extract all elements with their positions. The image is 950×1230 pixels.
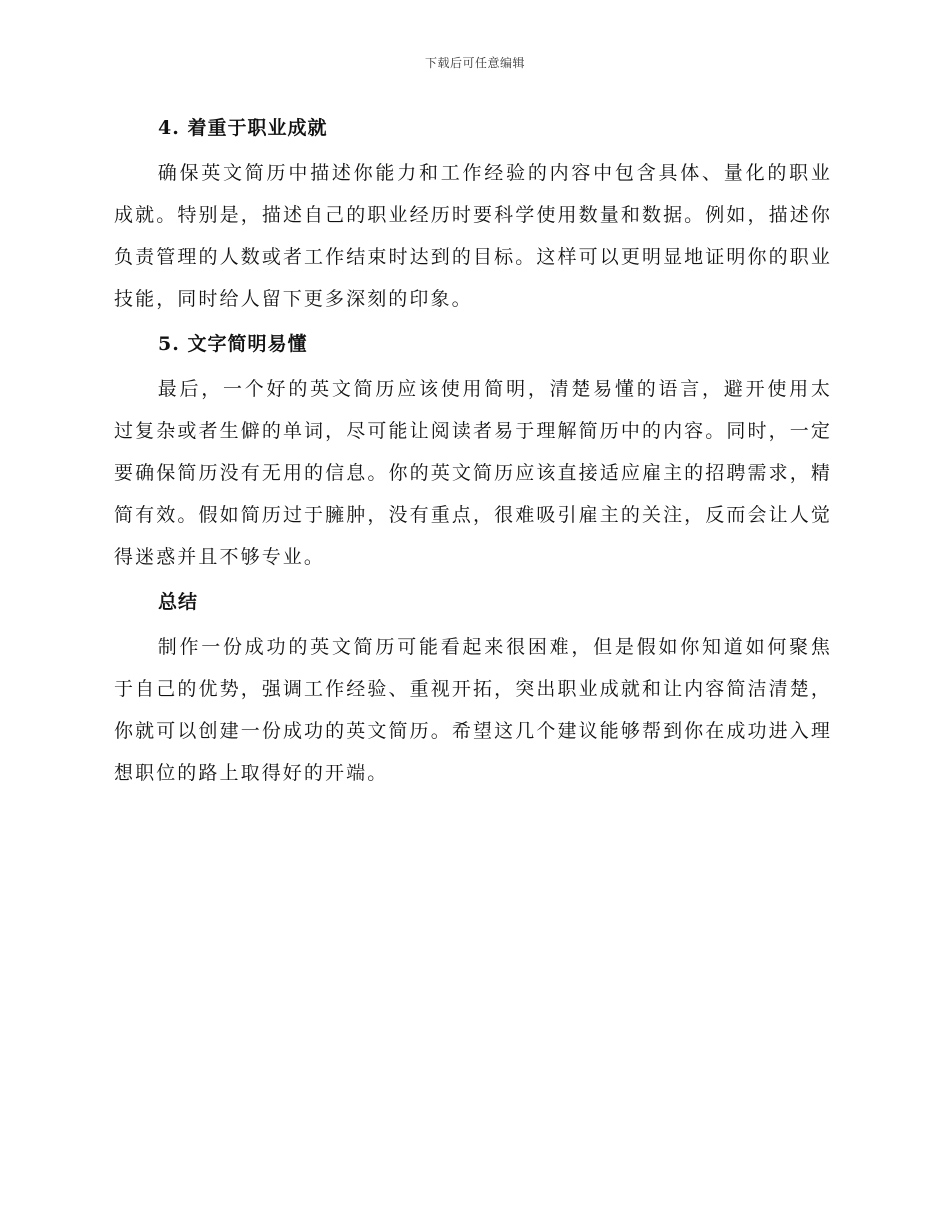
page-header: 下载后可任意编辑 <box>424 56 525 70</box>
section-paragraph-summary: 制作一份成功的英文简历可能看起来很困难，但是假如你知道如何聚焦于自己的优势，强调工作经验、重视开拓，突出职业成就和让内容简洁清楚，你就可以创建一份成功的英文简历。希望这几个建议能够帮到你在成功进入理想职位的路上取得好的开端。 <box>114 636 832 784</box>
section-heading-concise-language: 5. 文字简明易懂 <box>158 333 308 355</box>
section-paragraph-concise-language: 最后，一个好的英文简历应该使用简明，清楚易懂的语言，避开使用太过复杂或者生僻的单词，尽可能让阅读者易于理解简历中的内容。同时，一定要确保简历没有无用的信息。你的英文简历应该直接适应雇主的招聘需求，精简有效。假如简历过于臃肿，没有重点，很难吸引雇主的关注，反而会让人觉得迷惑并且不够专业。 <box>114 378 832 568</box>
document-body <box>114 112 832 794</box>
section-heading-achievements: 4. 着重于职业成就 <box>158 117 328 139</box>
section-heading-summary: 总结 <box>158 591 199 613</box>
section-paragraph-achievements: 确保英文简历中描述你能力和工作经验的内容中包含具体、量化的职业成就。特别是，描述自己的职业经历时要科学使用数量和数据。例如，描述你负责管理的人数或者工作结束时达到的目标。这样可以更明显地证明你的职业技能，同时给人留下更多深刻的印象。 <box>114 162 832 310</box>
